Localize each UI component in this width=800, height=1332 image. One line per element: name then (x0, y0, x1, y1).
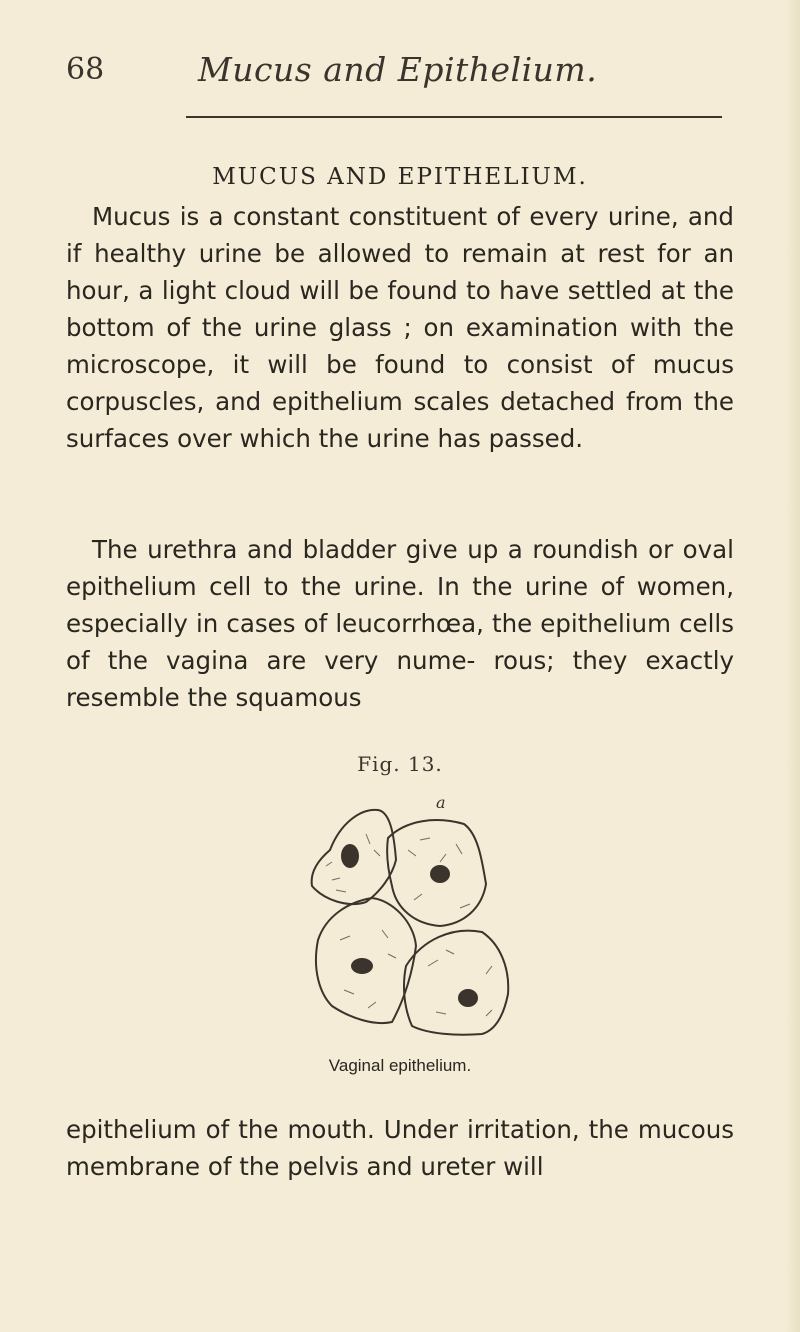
paragraph-1 (66, 198, 734, 457)
section-heading: MUCUS AND EPITHELIUM. (212, 164, 588, 190)
paragraph-2 (66, 531, 734, 716)
page-number: 68 (66, 52, 105, 87)
paragraph-3-text: epithelium of the mouth. Under irritation, the mucous membrane of the pelvis and ureter will (66, 1115, 734, 1181)
nucleus-3 (351, 958, 373, 974)
header-rule (186, 116, 722, 118)
figure-vaginal-epithelium (296, 790, 536, 1042)
epithelium-cell-4 (404, 931, 508, 1035)
page-edge (786, 0, 800, 1332)
nucleus-4 (458, 989, 478, 1007)
running-head (66, 52, 746, 102)
figure-caption: Vaginal epithelium. (328, 1056, 472, 1075)
running-title: Mucus and Epithelium. (198, 50, 598, 89)
paragraph-2-text: The urethra and bladder give up a roundish or oval epithelium cell to the urine. In the urine of women, especially in cases of leucorrhœa, the epithelium cells of the vagina are very nume- rous; they exactly resemble the squamous (66, 535, 734, 712)
figure-letter: a (436, 793, 446, 812)
epithelium-illustration (296, 790, 536, 1042)
nucleus-2 (430, 865, 450, 883)
paragraph-1-text: Mucus is a constant constituent of every urine, and if healthy urine be allowed to remain at rest for an hour, a light cloud will be found to have settled at the bottom of the urine glass ; on examination with the microscope, it will be found to consist of mucus corpuscles, and epithelium scales detached from the surfaces over which the urine has passed. (66, 202, 734, 453)
figure-label: Fig. 13. (357, 752, 443, 776)
nucleus-1 (341, 844, 359, 868)
paragraph-3 (66, 1111, 734, 1185)
